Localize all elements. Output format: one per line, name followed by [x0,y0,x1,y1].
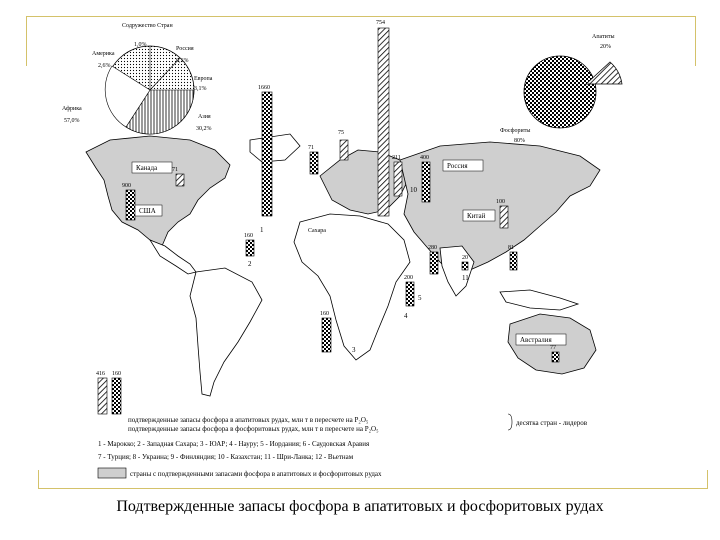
continents [86,134,600,396]
bar-n-africa [378,28,389,216]
pie-label-russia: Россия [176,46,194,52]
greenland-shape [250,134,300,162]
canada-label: Канада [136,164,158,172]
bar-saudi [430,252,438,274]
country-number-10: 10 [410,186,417,194]
country-number-4: 4 [404,312,408,320]
bar-label-china: 100 [496,199,505,205]
bar-label-canada: 71 [172,167,178,173]
legend [98,414,588,478]
bar-w-sahara [246,240,254,256]
ore-type-pie-chart [500,34,622,144]
bar-china [500,206,508,228]
bar-label-n-africa: 754 [376,20,385,26]
bar-russia-w [394,162,402,196]
bar-jordan [406,282,414,306]
bar-label-sri-lanka: 20 [462,255,468,261]
bar-finland [340,140,348,160]
region-pie-chart [62,23,213,134]
bar-vietnam [510,252,517,270]
legend-gray-box-text: страны с подтвержденными запасами фосфора в апатитовых и фосфоритовых рудах [130,470,382,478]
phosphorite-label: Фосфориты [500,128,531,134]
legend-countries-line2: 7 - Турция; 8 - Украина; 9 - Финляндия; 10 - Казахстан; 11 - Шри-Ланка; 12 - Вьетнам [98,453,354,461]
bar-label-russia-w: 211 [392,155,401,161]
bar-canada [176,174,184,186]
pie-value-africa: 57,0% [64,118,80,124]
bar-label-africa-s: 160 [320,311,329,317]
pie-label-africa: Африка [62,106,82,112]
map-caption: Подтвержденные запасы фосфора в апатитовых и фосфоритовых рудах [116,498,604,515]
bar-russia-e [422,162,430,202]
legend-bar-apatite [98,378,107,414]
legend-bracket [508,414,512,430]
apatite-label: Апатиты [592,34,615,40]
pie-label-commonwealth: Содружество Стран [122,23,173,29]
bar-label-w-europe: 71 [308,145,314,151]
pie-label-asia: Азия [198,114,211,120]
bar-sri-lanka [462,262,468,270]
bar-australia [552,352,559,362]
north-america-shape [86,136,230,246]
ore-type-pie [524,56,596,128]
bar-label-usa: 900 [122,183,131,189]
bar-label-jordan: 200 [404,275,413,281]
bar-label-russia-e: 400 [420,155,429,161]
russia-label: Россия [447,162,468,170]
bar-usa [126,190,135,220]
country-number-3: 3 [352,346,356,354]
south-america-shape [190,268,262,396]
pie-value-russia: 6,1% [176,58,189,64]
bar-label-vietnam: 81 [508,245,514,251]
phosphorite-value: 80% [514,138,525,144]
legend-countries-line1: 1 - Марокко; 2 - Западная Сахара; 3 - ЮАР; 4 - Науру; 5 - Иордания; 6 - Саудовская Аравия [98,440,370,448]
se-asia-islands-shape [500,290,578,310]
legend-bar-label-a: 416 [96,371,105,377]
country-number-2: 2 [248,260,252,268]
usa-label: США [139,207,156,215]
australia-label: Австралия [520,336,552,344]
bar-label-w-sahara: 160 [244,233,253,239]
ore-type-slice-apatite [586,62,622,84]
china-label: Китай [467,212,486,220]
bar-label-australia: 77 [550,345,556,351]
pie-label-america: Америка [92,51,115,57]
bar-label-finland: 75 [338,130,344,136]
bar-morocco [262,92,272,216]
pie-label-europe: Европа [194,76,213,82]
africa-shape [294,214,410,360]
bar-w-europe [310,152,318,174]
country-number-11: 11 [462,274,469,282]
country-number-1: 1 [260,226,264,234]
legend-apatite-text: подтвержденные запасы фосфора в апатитовых рудах, млн т в пересчете на P₂O₅ [128,416,369,424]
legend-bar-label-b: 160 [112,371,121,377]
central-america-shape [150,240,196,274]
apatite-value: 20% [600,44,611,50]
legend-gray-box [98,468,126,478]
pie-value-america: 2,6% [98,63,111,69]
legend-phosphorite-text: подтвержденные запасы фосфора в фосфоритовых рудах, млн т в пересчете на P₂O₅ [128,425,379,433]
bar-label-morocco: 1660 [258,85,270,91]
country-number-5: 5 [418,294,422,302]
pie-value-asia: 30,2% [196,126,212,132]
pie-value-commonwealth: 1,0% [134,42,147,48]
pie-value-europe: 3,1% [194,86,207,92]
sahara-label: Сахара [308,228,326,234]
legend-bar-phosphorite [112,378,121,414]
bar-africa-s [322,318,331,352]
bar-label-saudi: 280 [428,245,437,251]
legend-leaders-note: десятка стран - лидеров [516,419,588,427]
